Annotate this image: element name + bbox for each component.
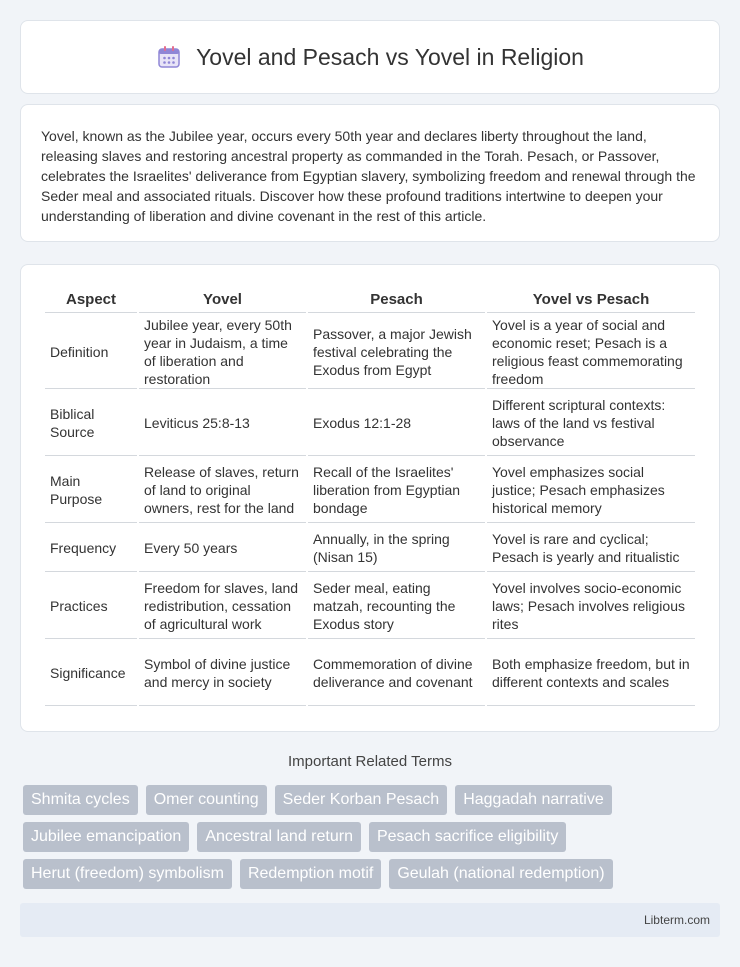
related-term-tag[interactable]: Jubilee emancipation xyxy=(23,822,189,852)
header-comparison: Yovel vs Pesach xyxy=(487,287,695,313)
table-row xyxy=(45,641,695,706)
cell-aspect: Definition xyxy=(45,315,137,389)
calendar-icon xyxy=(156,44,182,70)
related-term-tag[interactable]: Geulah (national redemption) xyxy=(389,859,612,889)
related-term-tag[interactable]: Shmita cycles xyxy=(23,785,138,815)
tag-row xyxy=(23,822,723,852)
header-yovel: Yovel xyxy=(139,287,306,313)
cell-yovel: Freedom for slaves, land redistribution, cessation of agricultural work xyxy=(139,574,306,639)
cell-aspect: Main Purpose xyxy=(45,458,137,523)
related-term-tag[interactable]: Herut (freedom) symbolism xyxy=(23,859,232,889)
cell-pesach: Exodus 12:1-28 xyxy=(308,391,485,456)
cell-pesach: Seder meal, eating matzah, recounting the Exodus story xyxy=(308,574,485,639)
related-term-tag[interactable]: Ancestral land return xyxy=(197,822,361,852)
table-row xyxy=(45,525,695,572)
intro-card xyxy=(20,104,720,242)
cell-aspect: Significance xyxy=(45,641,137,706)
footer xyxy=(20,903,720,937)
related-term-tag[interactable]: Haggadah narrative xyxy=(455,785,612,815)
cell-comparison: Yovel emphasizes social justice; Pesach emphasizes historical memory xyxy=(487,458,695,523)
cell-yovel: Leviticus 25:8-13 xyxy=(139,391,306,456)
cell-yovel: Release of slaves, return of land to original owners, rest for the land xyxy=(139,458,306,523)
cell-yovel: Every 50 years xyxy=(139,525,306,572)
header-pesach: Pesach xyxy=(308,287,485,313)
cell-aspect: Frequency xyxy=(45,525,137,572)
comparison-table-card xyxy=(20,264,720,732)
cell-aspect: Biblical Source xyxy=(45,391,137,456)
table-row xyxy=(45,315,695,389)
cell-yovel: Symbol of divine justice and mercy in society xyxy=(139,641,306,706)
table-row xyxy=(45,391,695,456)
related-terms xyxy=(23,785,723,896)
cell-pesach: Passover, a major Jewish festival celebrating the Exodus from Egypt xyxy=(308,315,485,389)
table-row xyxy=(45,574,695,639)
page-title: Yovel and Pesach vs Yovel in Religion xyxy=(196,43,584,70)
cell-comparison: Yovel involves socio-economic laws; Pesach involves religious rites xyxy=(487,574,695,639)
cell-pesach: Annually, in the spring (Nisan 15) xyxy=(308,525,485,572)
table-header-row xyxy=(45,287,695,313)
cell-comparison: Yovel is rare and cyclical; Pesach is yearly and ritualistic xyxy=(487,525,695,572)
related-term-tag[interactable]: Redemption motif xyxy=(240,859,381,889)
header-aspect: Aspect xyxy=(45,287,137,313)
related-term-tag[interactable]: Pesach sacrifice eligibility xyxy=(369,822,566,852)
tag-row xyxy=(23,859,723,889)
related-term-tag[interactable]: Omer counting xyxy=(146,785,267,815)
cell-aspect: Practices xyxy=(45,574,137,639)
table-row xyxy=(45,458,695,523)
cell-pesach: Recall of the Israelites' liberation from Egyptian bondage xyxy=(308,458,485,523)
related-term-tag[interactable]: Seder Korban Pesach xyxy=(275,785,448,815)
cell-pesach: Commemoration of divine deliverance and covenant xyxy=(308,641,485,706)
cell-comparison: Both emphasize freedom, but in different contexts and scales xyxy=(487,641,695,706)
cell-yovel: Jubilee year, every 50th year in Judaism, a time of liberation and restoration xyxy=(139,315,306,389)
intro-text: Yovel, known as the Jubilee year, occurs every 50th year and declares liberty throughout the land, releasing slaves and restoring ancestral property as commanded in the Torah. Pesach, or Passover, celebrates the Israelites' deliverance from Egyptian slavery, symbolizing freedom and renewal through the Seder meal and associated rituals. Discover how these profound traditions intertwine to deepen your understanding of liberation and divine covenant in the rest of this article. xyxy=(41,128,696,224)
cell-comparison: Different scriptural contexts: laws of the land vs festival observance xyxy=(487,391,695,456)
cell-comparison: Yovel is a year of social and economic reset; Pesach is a religious feast commemorating freedom xyxy=(487,315,695,389)
title-card xyxy=(20,20,720,94)
footer-site-link[interactable]: Libterm.com xyxy=(643,913,710,927)
comparison-table xyxy=(43,285,697,708)
tag-row xyxy=(23,785,723,815)
related-terms-title: Important Related Terms xyxy=(288,753,452,770)
